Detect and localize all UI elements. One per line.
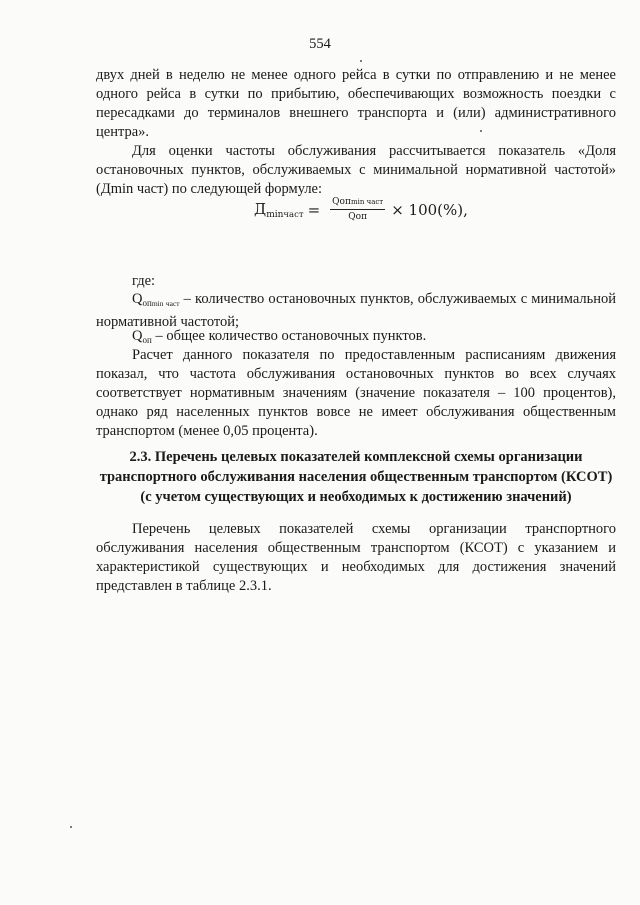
section-heading: 2.3. Перечень целевых показателей комплексной схемы организации транспортного обслуживания населения общественным транспортом (КСОТ) (с учетом существующих и необходимых к достижению значений) [99, 449, 613, 505]
scan-speck [70, 826, 72, 828]
formula-rhs: × 100(%), [391, 200, 468, 219]
formula-lhs: $Д_{minчаст}$ [254, 199, 304, 220]
formula [254, 196, 468, 223]
where-label: где: [132, 273, 156, 289]
scan-speck [360, 60, 362, 62]
formula-equals: = [307, 200, 321, 219]
definition-q-total: $Q_{оп}$ – общее количество остановочных пунктов. [132, 328, 427, 345]
paragraph-indicator-intro: Для оценки частоты обслуживания рассчитывается показатель «Доля остановочных пунктов, обслуживаемых с минимальной нормативной частотой» (Дmin част) по следующей формуле: [96, 143, 616, 197]
definition-symbol: $Q_{опmin част}$ [132, 291, 180, 308]
scan-speck [480, 130, 482, 132]
definition-symbol: $Q_{оп}$ [132, 328, 152, 345]
paragraph-continuation: двух дней в неделю не менее одного рейса в сутки по отправлению и не менее одного рейса в сутки по прибытию, обеспечивающих возможность поездки с пересадками до терминалов внешнего транспорта и (или) административного центра». [96, 67, 616, 140]
page-number: 554 [309, 36, 331, 52]
formula-denominator: Qоп [348, 212, 368, 222]
formula-numerator: Qопmin част [330, 196, 385, 210]
paragraph-table-reference: Перечень целевых показателей схемы организации транспортного обслуживания населения общественным транспортом (КСОТ) с указанием и характеристикой существующих и необходимых для достижения значений представлен в таблице 2.3.1. [96, 521, 616, 594]
paragraph-result: Расчет данного показателя по предоставленным расписаниям движения показал, что частота обслуживания остановочных пунктов во всех случаях соответствует нормативным значениям (значение показателя – 100 процентов), однако ряд населенных пунктов вовсе не имеет обслуживания общественным транспортом (менее 0,05 процента). [96, 347, 616, 439]
formula-fraction [330, 196, 385, 223]
definition-q-min: $Q_{опmin част}$ – количество остановочных пунктов, обслуживаемых с минимальной нормативной частотой; [96, 291, 616, 330]
